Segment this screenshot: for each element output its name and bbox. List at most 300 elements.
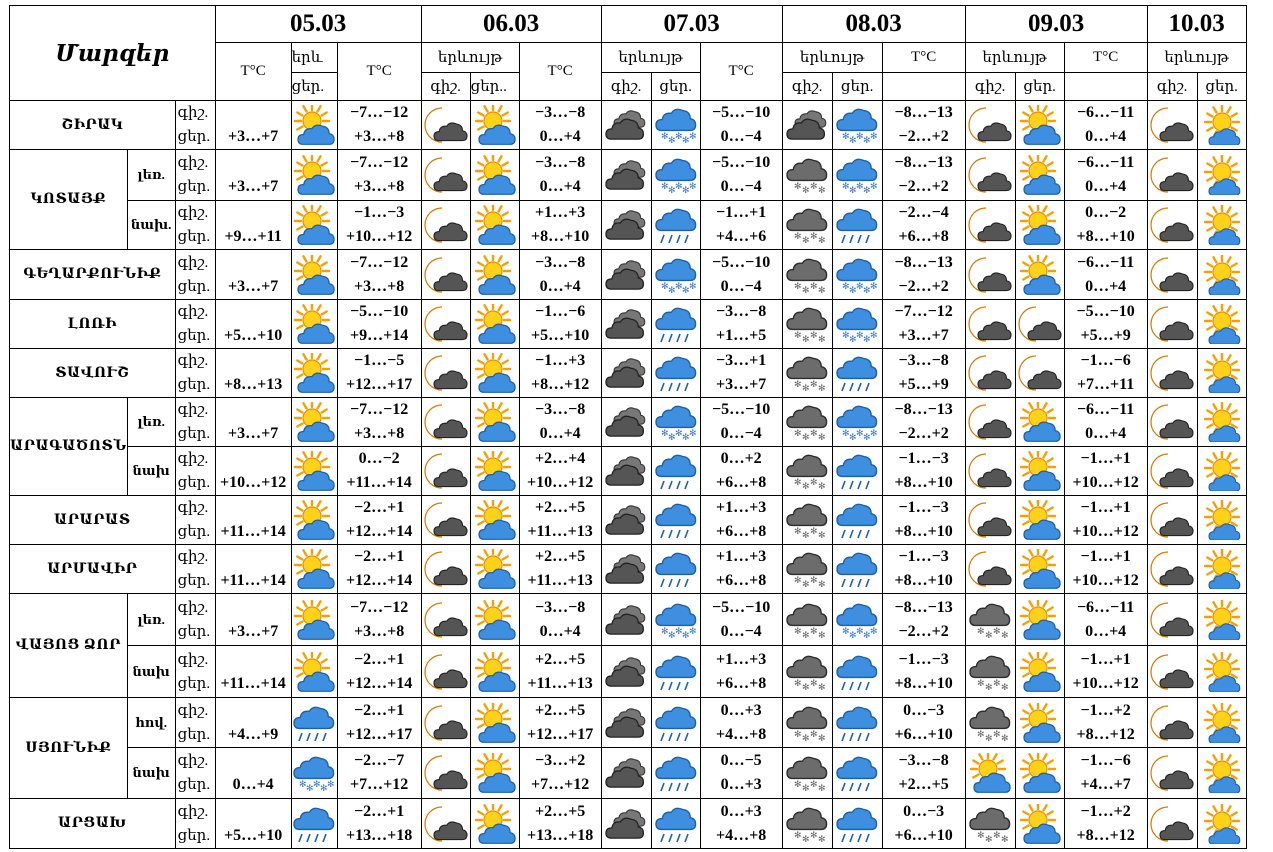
night-temp: −1…+2	[1080, 701, 1131, 719]
svg-text:✻: ✻	[327, 780, 335, 790]
temperature-cell	[1064, 496, 1147, 545]
table-row	[10, 594, 1247, 646]
svg-text:✻: ✻	[674, 182, 683, 192]
snow-cloud-icon	[832, 594, 882, 646]
snow-dark-cloud-icon	[782, 545, 832, 594]
snow-dark-cloud-icon	[782, 447, 832, 496]
day-temp: +11…+14	[220, 572, 286, 589]
day-night-labels	[175, 594, 215, 646]
day-temp: +3…+7	[228, 178, 279, 195]
night-label: գիշ.	[177, 402, 209, 418]
night-temp	[216, 151, 291, 175]
temperature-cell	[337, 748, 421, 799]
temperature-cell	[1064, 748, 1147, 799]
sun-icon	[1197, 349, 1246, 398]
night-temp: −1…+2	[1080, 802, 1131, 820]
temperature-cell	[1064, 349, 1147, 398]
temperature-cell	[882, 101, 965, 150]
night-temp: −2…+1	[354, 499, 405, 516]
day-label: ցեր.	[177, 675, 211, 692]
svg-text:✻: ✻	[802, 630, 810, 640]
phenomenon-label: երևույթ	[965, 43, 1064, 73]
day-label: ցեր.	[177, 777, 211, 793]
svg-text:✻: ✻	[667, 136, 676, 145]
svg-text:✻: ✻	[306, 784, 314, 793]
night-temp	[216, 596, 291, 620]
temperature-cell	[700, 496, 782, 545]
moon-cloud-icon	[1147, 250, 1197, 300]
svg-text:✻: ✻	[818, 630, 826, 640]
temperature-cell	[882, 646, 965, 698]
night-label: գիշ.	[177, 205, 209, 221]
day-temp: +8…+12	[1076, 826, 1135, 844]
moon-cloud-icon	[421, 545, 470, 594]
rain-cloud-icon	[651, 496, 700, 545]
cloudy-icon	[601, 398, 651, 447]
night-temp: +2…+5	[535, 802, 586, 820]
snow-cloud-icon	[832, 150, 882, 201]
svg-text:✻: ✻	[794, 527, 802, 537]
day-label: ցեր.	[177, 426, 211, 442]
svg-text:✻: ✻	[667, 285, 676, 295]
partly-cloudy-day-icon	[470, 300, 519, 349]
svg-text:✻: ✻	[863, 433, 871, 442]
snow-dark-cloud-icon	[965, 698, 1015, 748]
sun-icon	[1197, 748, 1246, 799]
cloudy-icon	[601, 646, 651, 698]
day-label: ցեր.	[177, 524, 211, 540]
snow-cloud-icon	[832, 250, 882, 300]
moon-cloud-icon	[421, 496, 470, 545]
subregion-label: լեռ.	[127, 398, 175, 447]
cloudy-icon	[601, 250, 651, 300]
day-temp: +8…+12	[531, 376, 590, 393]
moon-cloud-icon	[421, 101, 470, 150]
partly-cloudy-day-icon	[1015, 250, 1064, 300]
svg-text:✻: ✻	[856, 281, 864, 292]
night-temp	[216, 800, 291, 824]
svg-text:✻: ✻	[688, 429, 697, 439]
svg-text:✻: ✻	[818, 834, 826, 844]
partly-cloudy-day-icon	[1015, 201, 1064, 250]
region-name: ՍՅՈՒՆԻՔ	[10, 698, 128, 799]
day-temp: +5…+9	[1080, 327, 1131, 344]
day-temp: +4…+8	[716, 826, 767, 844]
svg-text:✻: ✻	[985, 682, 993, 692]
day-temp: +8…+10	[894, 674, 953, 692]
svg-text:✻: ✻	[818, 580, 826, 589]
day-temp: +11…+14	[346, 474, 412, 491]
temperature-cell	[882, 799, 965, 849]
region-name: ԳԵՂԱՐՔՈՒՆԻՔ	[10, 250, 176, 300]
day-temp: +3…+7	[228, 128, 279, 145]
night-temp: −2…+1	[354, 802, 405, 820]
day-temp: 0…+4	[1085, 178, 1127, 195]
night-label: գիշ.	[601, 73, 651, 101]
moon-cloud-icon	[1147, 799, 1197, 849]
night-temp: −3…+2	[535, 752, 586, 769]
night-label: գիշ.	[1147, 73, 1197, 101]
subregion-label: նախ	[127, 748, 175, 799]
partly-cloudy-day-icon	[470, 447, 519, 496]
temperature-cell	[882, 150, 965, 201]
night-temp: −3…−8	[535, 253, 586, 271]
moon-cloud-icon	[965, 447, 1015, 496]
night-temp: +2…+5	[535, 548, 586, 565]
svg-text:✻: ✻	[794, 331, 802, 341]
day-night-labels	[175, 300, 215, 349]
night-temp: −6…−11	[1076, 154, 1135, 171]
cloudy-icon	[782, 101, 832, 150]
day-temp: +13…+18	[527, 826, 594, 844]
day-temp: +11…+13	[527, 674, 593, 692]
rain-cloud-icon	[651, 646, 700, 698]
temperature-cell	[215, 150, 291, 201]
date-header: 08.03	[782, 6, 965, 43]
svg-text:✻: ✻	[802, 580, 810, 589]
night-temp: −7…−12	[350, 154, 409, 171]
partly-cloudy-day-icon	[291, 201, 337, 250]
day-label: ցեր.	[177, 475, 211, 491]
night-temp	[216, 201, 291, 225]
svg-text:✻: ✻	[993, 830, 1001, 841]
night-label: գիշ.	[177, 599, 209, 616]
night-temp: −7…−12	[350, 598, 409, 616]
temperature-cell	[215, 300, 291, 349]
day-temp: +11…+14	[220, 674, 286, 692]
day-night-labels	[175, 447, 215, 496]
temperature-cell	[1064, 250, 1147, 300]
svg-text:✻: ✻	[674, 626, 683, 637]
rain-cloud-icon	[651, 698, 700, 748]
night-label: գիշ.	[177, 702, 209, 719]
table-row	[10, 545, 1247, 594]
svg-text:✻: ✻	[802, 335, 810, 344]
day-night-labels	[175, 748, 215, 799]
svg-text:✻: ✻	[681, 136, 690, 145]
phenomenon-label: երևույթ	[601, 43, 700, 73]
rain-cloud-icon	[651, 201, 700, 250]
svg-text:✻: ✻	[660, 429, 669, 439]
svg-text:✻: ✻	[818, 482, 826, 491]
day-temp: +3…+8	[354, 425, 405, 442]
snow-dark-cloud-icon	[782, 496, 832, 545]
svg-text:✻: ✻	[842, 429, 850, 439]
day-night-labels	[175, 150, 215, 201]
moon-cloud-icon	[421, 300, 470, 349]
day-temp: +11…+13	[527, 572, 593, 589]
day-temp: +6…+8	[716, 572, 767, 589]
svg-text:✻: ✻	[681, 433, 690, 442]
svg-text:✻: ✻	[802, 784, 810, 793]
night-label: գիշ.	[177, 105, 209, 121]
partly-cloudy-day-icon	[291, 646, 337, 698]
temp-label: T°C	[882, 43, 965, 73]
svg-text:✻: ✻	[818, 335, 826, 344]
night-temp: −1…−3	[898, 548, 949, 565]
partly-cloudy-day-icon	[470, 646, 519, 698]
moon-cloud-icon	[965, 101, 1015, 150]
moon-cloud-icon	[965, 300, 1015, 349]
moon-cloud-icon	[965, 150, 1015, 201]
temperature-cell	[882, 748, 965, 799]
day-label: ցեր.	[177, 377, 211, 393]
svg-text:✻: ✻	[985, 630, 993, 640]
moon-cloud-icon	[965, 349, 1015, 398]
svg-text:✻: ✻	[856, 182, 864, 192]
night-temp: −7…−12	[350, 401, 409, 418]
moon-cloud-icon	[421, 349, 470, 398]
partly-cloudy-day-icon	[470, 101, 519, 150]
day-temp: 0…−4	[720, 277, 762, 295]
day-temp: +4…+9	[228, 725, 279, 743]
day-temp: +8…+10	[894, 474, 953, 491]
temperature-cell	[337, 250, 421, 300]
night-label: գիշ.	[177, 549, 209, 565]
empty-cell	[882, 73, 965, 101]
partly-cloudy-day-icon	[291, 496, 337, 545]
table-row	[10, 496, 1247, 545]
day-night-labels	[175, 646, 215, 698]
night-temp: −3…−8	[535, 598, 586, 616]
svg-text:✻: ✻	[985, 733, 993, 743]
night-temp: +2…+5	[535, 701, 586, 719]
night-label: գիշ.	[177, 753, 209, 769]
partly-cloudy-day-icon	[1015, 799, 1064, 849]
cloudy-icon	[601, 545, 651, 594]
region-name: ՎԱՅՈՑ ՁՈՐ	[10, 594, 128, 698]
moon-cloud-icon	[1147, 698, 1197, 748]
svg-text:✻: ✻	[977, 729, 985, 740]
day-temp: +4…+6	[716, 228, 767, 245]
partly-cloudy-day-icon	[1015, 150, 1064, 201]
svg-text:✻: ✻	[870, 182, 878, 192]
svg-text:✻: ✻	[849, 335, 857, 344]
day-temp: +3…+7	[228, 622, 279, 640]
svg-text:✻: ✻	[802, 733, 810, 743]
day-temp: 0…+4	[539, 277, 581, 295]
date-header: 07.03	[601, 6, 782, 43]
day-temp: −2…+2	[898, 128, 949, 145]
temperature-cell	[337, 698, 421, 748]
day-night-labels	[175, 349, 215, 398]
svg-text:✻: ✻	[849, 433, 857, 442]
partly-cloudy-day-icon	[470, 150, 519, 201]
svg-text:✻: ✻	[794, 478, 802, 488]
temperature-cell	[700, 398, 782, 447]
moon-cloud-icon	[1147, 748, 1197, 799]
svg-text:✻: ✻	[818, 433, 826, 442]
rain-cloud-icon	[832, 799, 882, 849]
day-temp: +3…+7	[228, 425, 279, 442]
partly-cloudy-day-icon	[1015, 447, 1064, 496]
svg-text:✻: ✻	[802, 285, 810, 295]
night-temp	[216, 398, 291, 422]
night-temp: −8…−13	[894, 154, 953, 171]
day-temp: +8…+12	[1076, 725, 1135, 743]
night-temp: +1…+3	[716, 548, 767, 565]
partly-cloudy-day-icon	[291, 250, 337, 300]
temperature-cell	[700, 748, 782, 799]
table-row	[10, 698, 1247, 748]
day-temp: −2…+2	[898, 622, 949, 640]
night-temp	[216, 251, 291, 275]
svg-text:✻: ✻	[849, 630, 857, 640]
temperature-cell	[519, 398, 601, 447]
day-temp: +10…+12	[1072, 674, 1139, 692]
night-temp: −1…+1	[1080, 650, 1131, 668]
region-name: ԼՈՌԻ	[10, 300, 176, 349]
day-temp: +10…+12	[1072, 572, 1139, 589]
day-temp: +6…+8	[716, 523, 767, 540]
night-label: գիշ.	[177, 304, 209, 320]
night-label: գիշ.	[177, 451, 209, 467]
svg-text:✻: ✻	[688, 182, 697, 192]
svg-text:✻: ✻	[660, 182, 669, 192]
moon-cloud-icon	[421, 398, 470, 447]
svg-text:✻: ✻	[842, 182, 850, 192]
night-temp: −1…+1	[716, 204, 767, 221]
cloudy-icon	[601, 496, 651, 545]
snow-cloud-icon	[651, 594, 700, 646]
temperature-cell	[1064, 300, 1147, 349]
snow-cloud-icon	[651, 101, 700, 150]
temperature-cell	[215, 201, 291, 250]
day-label: ցեր.	[177, 129, 211, 145]
temperature-cell	[337, 545, 421, 594]
night-temp: −1…−6	[1080, 352, 1131, 369]
night-temp	[216, 496, 291, 520]
day-temp: +6…+8	[898, 228, 949, 245]
moon-cloud-icon	[965, 545, 1015, 594]
night-temp: −3…−8	[535, 104, 586, 121]
partly-cloudy-day-icon	[1015, 594, 1064, 646]
temperature-cell	[337, 447, 421, 496]
table-row	[10, 150, 1247, 201]
svg-text:✻: ✻	[810, 527, 818, 537]
night-temp: −3…−8	[716, 303, 767, 320]
date-header: 10.03	[1147, 6, 1246, 43]
day-temp: +9…+14	[350, 327, 409, 344]
svg-text:✻: ✻	[313, 780, 321, 790]
night-temp: −6…−11	[1076, 104, 1135, 121]
temperature-cell	[700, 799, 782, 849]
partly-cloudy-day-icon	[291, 150, 337, 201]
night-temp: −3…+1	[716, 352, 767, 369]
svg-text:✻: ✻	[810, 182, 818, 192]
svg-text:✻: ✻	[1001, 630, 1009, 640]
svg-text:✻: ✻	[870, 281, 878, 292]
day-temp: 0…+4	[539, 128, 581, 145]
snow-dark-cloud-icon	[782, 799, 832, 849]
day-temp: +12…+14	[346, 523, 413, 540]
day-night-labels	[175, 398, 215, 447]
moon-cloud-icon	[965, 398, 1015, 447]
night-temp	[216, 349, 291, 373]
partly-cloudy-day-icon	[291, 300, 337, 349]
night-temp: −1…+1	[1080, 450, 1131, 467]
day-night-labels	[175, 545, 215, 594]
day-temp: +11…+14	[220, 523, 286, 540]
day-label: ցեր.	[177, 573, 211, 589]
night-temp: 0…−3	[903, 701, 945, 719]
night-temp	[216, 545, 291, 569]
partly-cloudy-day-icon	[291, 447, 337, 496]
svg-text:✻: ✻	[842, 281, 850, 292]
moon-cloud-icon	[1147, 545, 1197, 594]
svg-text:✻: ✻	[810, 576, 818, 586]
svg-text:✻: ✻	[810, 780, 818, 790]
partly-cloudy-day-icon	[470, 398, 519, 447]
day-temp: +10…+12	[1072, 474, 1139, 491]
night-temp	[216, 300, 291, 324]
day-temp: +12…+14	[346, 674, 413, 692]
snow-dark-cloud-icon	[782, 594, 832, 646]
day-temp: +3…+7	[898, 327, 949, 344]
sun-icon	[1197, 496, 1246, 545]
temperature-cell	[337, 150, 421, 201]
day-temp: +3…+7	[716, 376, 767, 393]
day-label: ցեր.	[177, 278, 211, 295]
temp-label: T°C	[1064, 43, 1147, 73]
night-temp: −5…−10	[712, 154, 771, 171]
temperature-cell	[1064, 398, 1147, 447]
temp-label: T°C	[337, 43, 421, 101]
phenomenon-label: երևույթ	[421, 43, 519, 73]
day-temp: +4…+7	[1080, 776, 1131, 793]
forecast-table	[9, 5, 1247, 849]
day-temp: +6…+10	[894, 826, 953, 844]
snow-dark-cloud-icon	[782, 300, 832, 349]
empty-cell	[1064, 73, 1147, 101]
phenomenon-label: երև	[291, 43, 337, 73]
partly-cloudy-day-icon	[1015, 748, 1064, 799]
moon-cloud-icon	[421, 201, 470, 250]
cloudy-icon	[601, 799, 651, 849]
temp-label: T°C	[519, 43, 601, 101]
night-temp: −5…−10	[712, 401, 771, 418]
moon-cloud-icon	[1147, 150, 1197, 201]
day-temp: +10…+12	[220, 474, 287, 491]
night-temp: +1…+3	[716, 650, 767, 668]
region-name: ԱՐԱԳԱԾՈՏՆ	[10, 398, 128, 496]
svg-text:✻: ✻	[794, 576, 802, 586]
day-temp: +12…+17	[346, 376, 413, 393]
snow-cloud-icon	[651, 150, 700, 201]
partly-cloudy-day-icon	[1015, 646, 1064, 698]
rain-cloud-icon	[291, 698, 337, 748]
subregion-label: նախ	[127, 646, 175, 698]
night-temp: −1…−6	[1080, 752, 1131, 769]
night-temp: 0…−2	[1085, 204, 1127, 221]
temperature-cell	[519, 646, 601, 698]
subregion-label: լեռ.	[127, 594, 175, 646]
day-label: ցեր.	[177, 827, 211, 844]
day-temp: 0…+4	[1085, 128, 1127, 145]
snow-dark-cloud-icon	[782, 748, 832, 799]
moon-cloud-icon	[1147, 398, 1197, 447]
day-temp: 0…+4	[539, 178, 581, 195]
svg-text:✻: ✻	[849, 136, 857, 145]
svg-text:✻: ✻	[810, 380, 818, 390]
svg-text:✻: ✻	[870, 331, 878, 341]
day-label: ցեր.	[832, 73, 882, 101]
region-name: ԿՈՏԱՅՔ	[10, 150, 128, 250]
night-temp: −1…−3	[898, 499, 949, 516]
svg-text:✻: ✻	[856, 331, 864, 341]
partly-cloudy-day-icon	[470, 496, 519, 545]
night-label: գիշ.	[965, 73, 1015, 101]
